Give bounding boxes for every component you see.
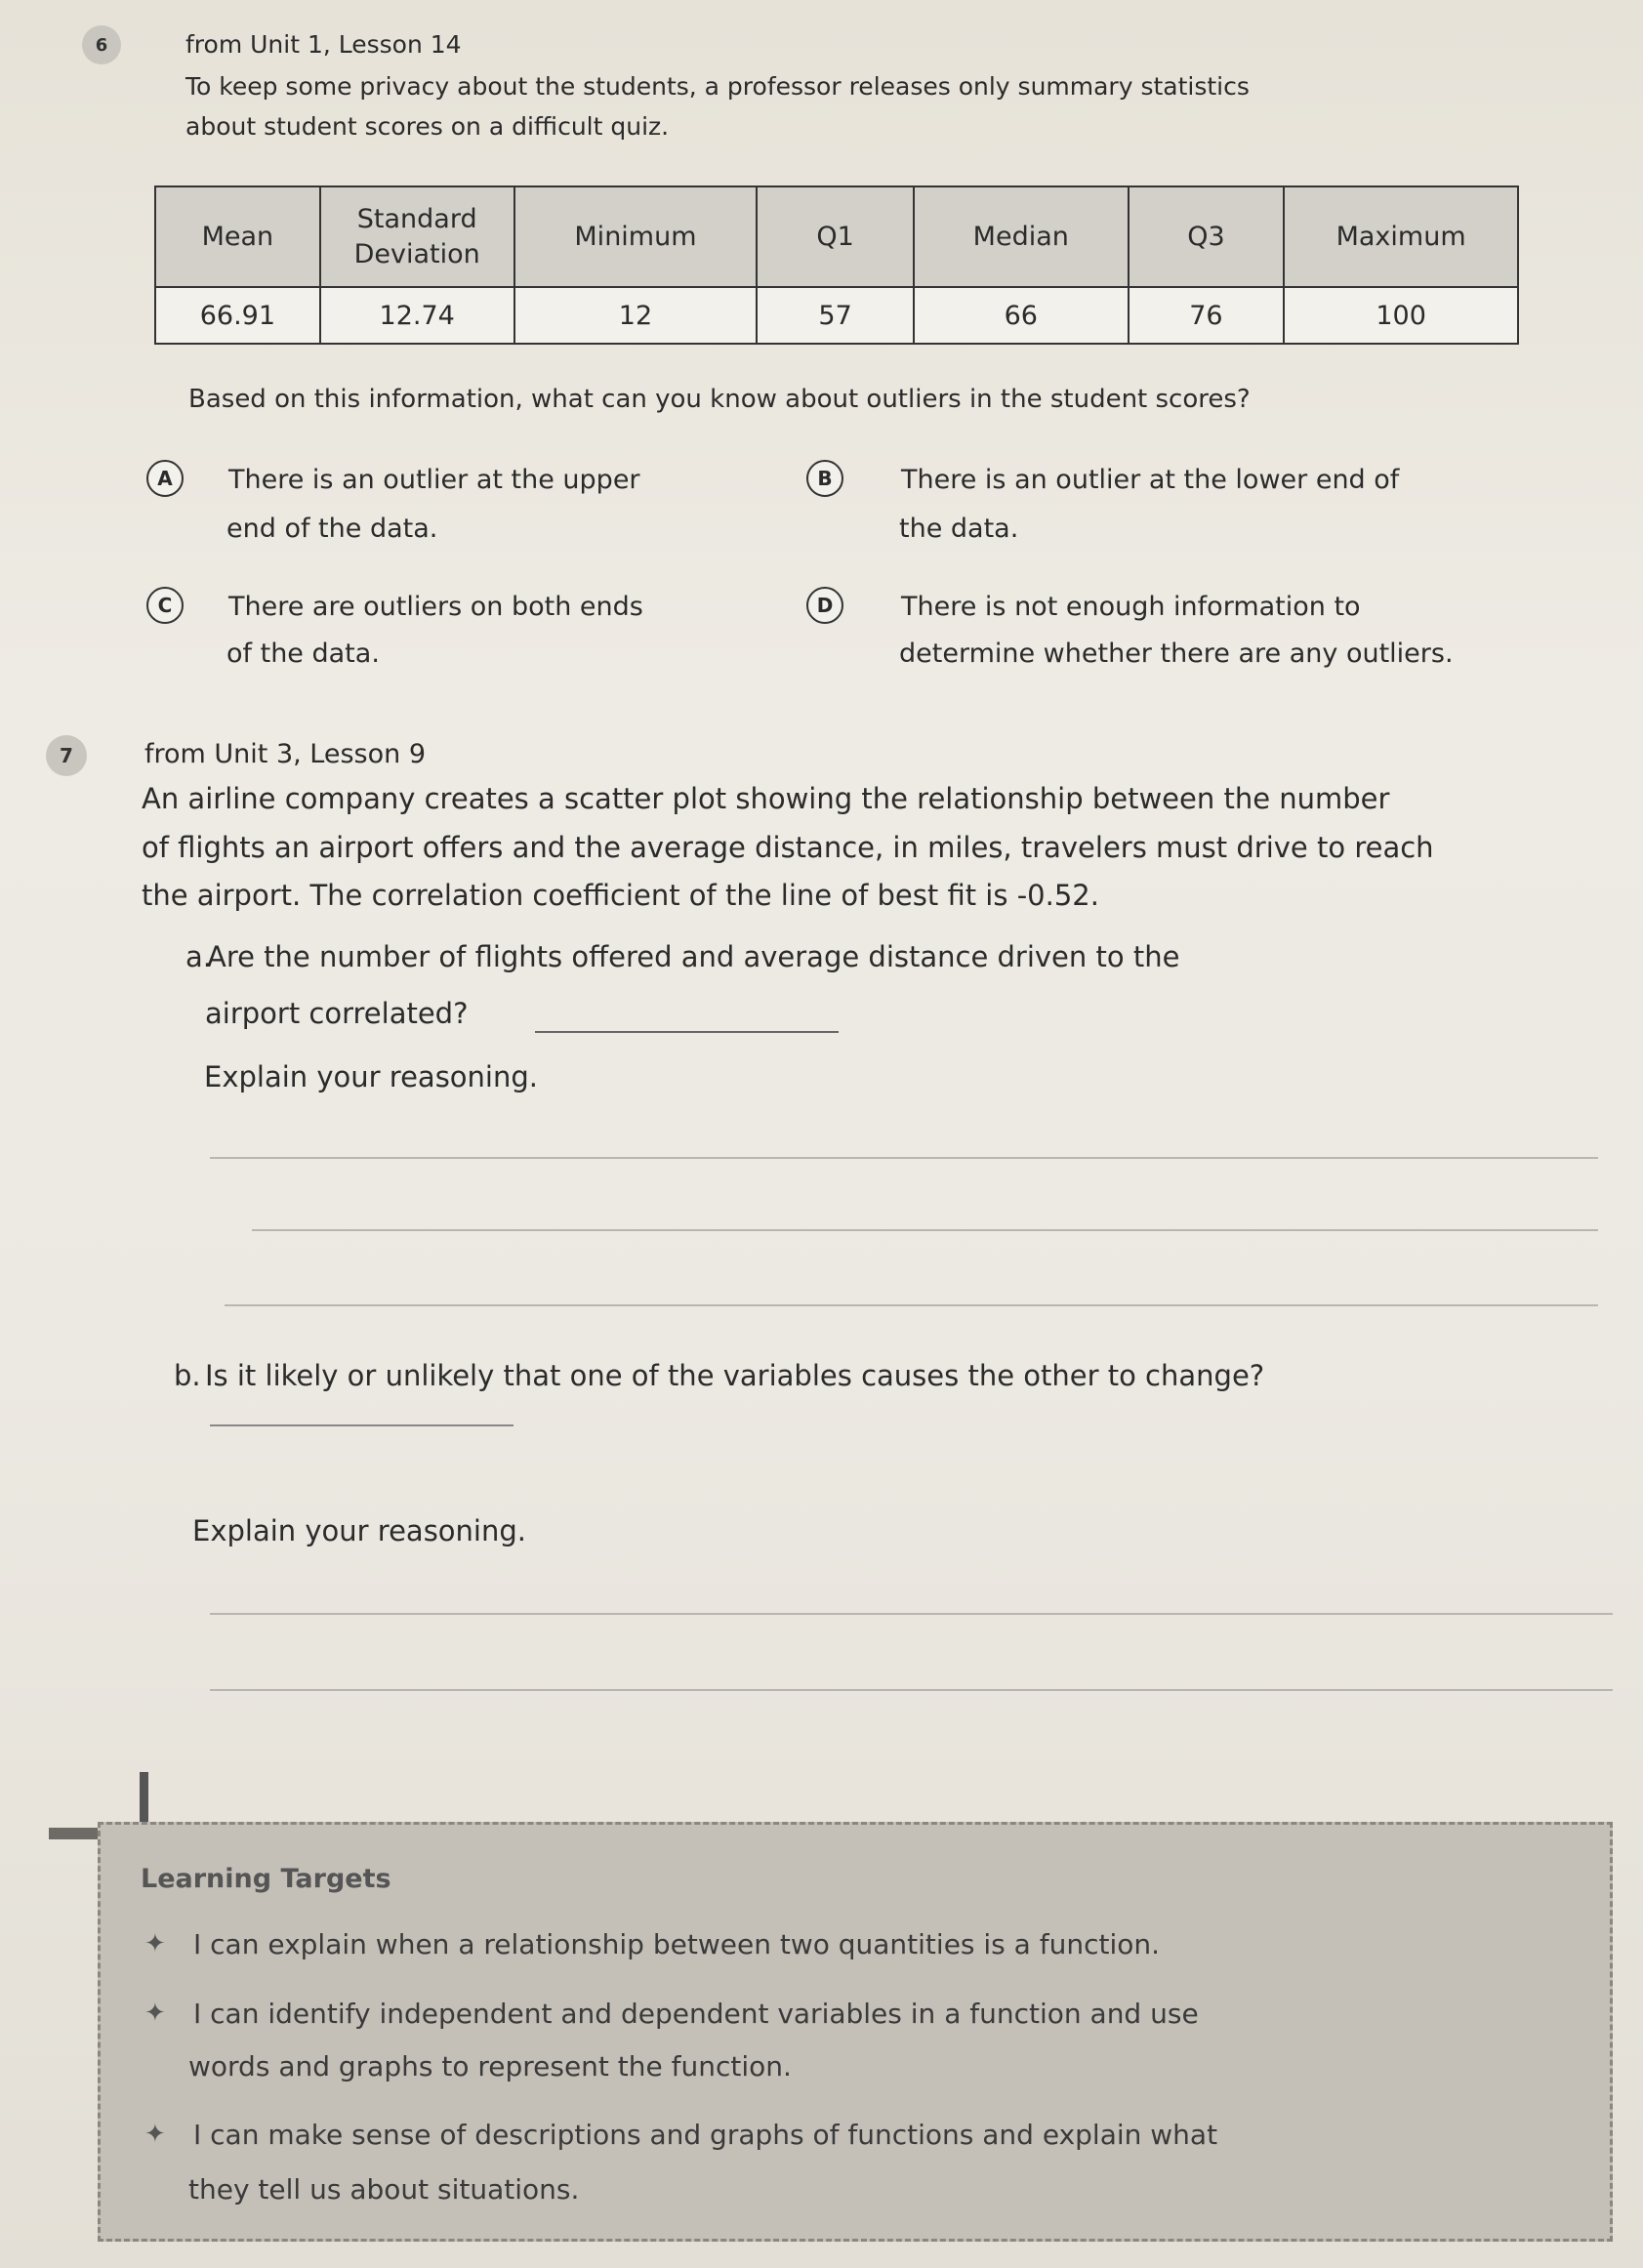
learning-target-3-line-1: I can make sense of descriptions and graphs of functions and explain what [193, 2119, 1218, 2151]
part-a-explain-label: Explain your reasoning. [204, 1060, 538, 1093]
value-mean: 66.91 [155, 287, 320, 344]
learning-target-1: I can explain when a relationship between two quantities is a function. [193, 1928, 1161, 1960]
option-d-circle[interactable]: D [806, 587, 843, 624]
diamond-bullet-icon: ✦ [144, 1929, 166, 1959]
value-q3: 76 [1129, 287, 1285, 344]
part-b-explain-label: Explain your reasoning. [192, 1514, 526, 1547]
q6-question: Based on this information, what can you know about outliers in the student scores? [188, 385, 1251, 414]
header-q3: Q3 [1129, 186, 1285, 287]
option-d-text-2: determine whether there are any outliers. [899, 639, 1454, 669]
value-q1: 57 [757, 287, 914, 344]
learning-target-2-line-1: I can identify independent and dependent variables in a function and use [193, 1998, 1199, 2030]
part-b-label: b. [174, 1359, 201, 1392]
header-standard-deviation: Standard Deviation [320, 186, 514, 287]
option-d-text-1: There is not enough information to [901, 592, 1361, 622]
header-minimum: Minimum [514, 186, 758, 287]
learning-target-3-line-2: they tell us about situations. [188, 2173, 580, 2206]
q7-prompt-line-2: of flights an airport offers and the average distance, in miles, travelers must drive to reach [142, 831, 1434, 864]
table-row [155, 287, 1518, 344]
part-a-explain-line-1[interactable] [210, 1157, 1598, 1159]
part-b-explain-line-2[interactable] [210, 1689, 1613, 1691]
part-a-text-1: Are the number of flights offered and average distance driven to the [207, 940, 1180, 973]
value-standard-deviation: 12.74 [320, 287, 514, 344]
table-header-row [155, 186, 1518, 287]
header-maximum: Maximum [1284, 186, 1518, 287]
q6-source: from Unit 1, Lesson 14 [185, 30, 462, 59]
q7-source: from Unit 3, Lesson 9 [144, 739, 427, 769]
value-minimum: 12 [514, 287, 758, 344]
part-a-text-2: airport correlated? [205, 997, 469, 1030]
part-a-explain-line-2[interactable] [252, 1229, 1598, 1231]
q6-prompt-line-1: To keep some privacy about the students, a professor releases only summary statistics [185, 72, 1250, 101]
learning-target-2-line-2: words and graphs to represent the function. [188, 2050, 792, 2082]
option-b-text-1: There is an outlier at the lower end of [901, 465, 1400, 495]
header-median: Median [914, 186, 1129, 287]
option-a-text-2: end of the data. [226, 514, 438, 544]
q7-prompt-line-1: An airline company creates a scatter plot showing the relationship between the number [142, 782, 1390, 815]
diamond-bullet-icon: ✦ [144, 2120, 166, 2149]
part-b-explain-line-1[interactable] [210, 1613, 1613, 1615]
diamond-bullet-icon: ✦ [144, 1999, 166, 2028]
option-a-circle[interactable]: A [146, 460, 184, 497]
value-median: 66 [914, 287, 1129, 344]
part-b-answer-blank[interactable] [210, 1424, 513, 1426]
option-b-text-2: the data. [899, 514, 1019, 544]
learning-targets-title: Learning Targets [141, 1864, 391, 1894]
summary-statistics-table [154, 186, 1519, 345]
part-a-answer-blank[interactable] [535, 1031, 839, 1033]
option-c-circle[interactable]: C [146, 587, 184, 624]
header-mean: Mean [155, 186, 320, 287]
q6-prompt-line-2: about student scores on a difficult quiz. [185, 112, 670, 141]
option-c-text-1: There are outliers on both ends [228, 592, 643, 622]
option-a-text-1: There is an outlier at the upper [228, 465, 640, 495]
option-b-circle[interactable]: B [806, 460, 843, 497]
part-b-text: Is it likely or unlikely that one of the variables causes the other to change? [205, 1359, 1265, 1392]
question-number-7: 7 [46, 735, 87, 776]
option-c-text-2: of the data. [226, 639, 380, 669]
value-maximum: 100 [1284, 287, 1518, 344]
part-a-label: a. [185, 940, 212, 973]
header-q1: Q1 [757, 186, 914, 287]
question-number-6: 6 [82, 25, 121, 64]
q7-prompt-line-3: the airport. The correlation coefficient of the line of best fit is -0.52. [142, 879, 1099, 912]
part-a-explain-line-3[interactable] [225, 1304, 1598, 1306]
